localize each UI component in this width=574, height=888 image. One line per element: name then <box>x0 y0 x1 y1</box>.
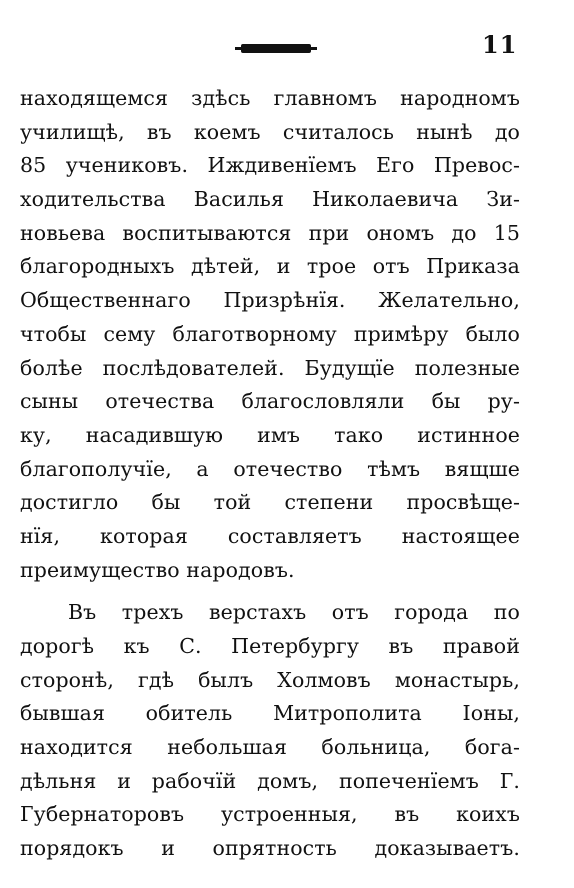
text-line: благополучїе, а отечество тѣмъ вящше <box>20 456 520 481</box>
text-line: ку, насадившую имъ тако истинное <box>20 422 520 447</box>
text-line: сторонѣ, гдѣ былъ Холмовъ монастырь, <box>20 667 520 692</box>
text-line: болѣе послѣдователей. Будущїе полезные <box>20 355 520 380</box>
text-line: дорогѣ къ С. Петербургу въ правой <box>20 634 520 658</box>
text-line: находится небольшая больница, бога- <box>20 735 520 760</box>
text-line: новьева воспитываются при ономъ до 15 <box>20 220 520 245</box>
text-line: сыны отечества благословляли бы ру- <box>20 389 520 414</box>
text-line: училищѣ, въ коемъ считалось нынѣ до <box>20 119 520 144</box>
paragraph-gap <box>20 587 520 596</box>
text-line: нїя, которая составляетъ настоящее <box>20 523 520 548</box>
text-line: порядокъ и опрятность доказываетъ. <box>20 836 520 861</box>
page-number: 11 <box>482 30 518 59</box>
text-line: ходительства Василья Николаевича Зи- <box>20 187 520 212</box>
body-text <box>20 82 520 866</box>
text-line: Въ трехъ верстахъ отъ города по <box>68 600 520 625</box>
text-line: находящемся здѣсь главномъ народномъ <box>20 86 520 110</box>
text-line: преимущество народовъ. <box>20 557 295 582</box>
text-line: Общественнаго Призрѣнїя. Желательно, <box>20 288 520 313</box>
text-line: достигло бы той степени просвѣще- <box>20 490 520 515</box>
text-line: бывшая обитель Митрополита Iоны, <box>20 701 520 726</box>
text-line: 85 учениковъ. Иждивенїемъ Его Превос- <box>20 153 520 178</box>
header-ornament-rule <box>241 44 311 53</box>
paragraph-1 <box>20 82 520 587</box>
text-line: Губернаторовъ устроенныя, въ коихъ <box>20 802 520 827</box>
text-line: чтобы сему благотворному примѣру было <box>20 321 520 346</box>
paragraph-2 <box>20 596 520 866</box>
text-line: благородныхъ дѣтей, и трое отъ Приказа <box>20 254 520 279</box>
text-line: дѣльня и рабочїй домъ, попеченїемъ Г. <box>20 768 520 793</box>
